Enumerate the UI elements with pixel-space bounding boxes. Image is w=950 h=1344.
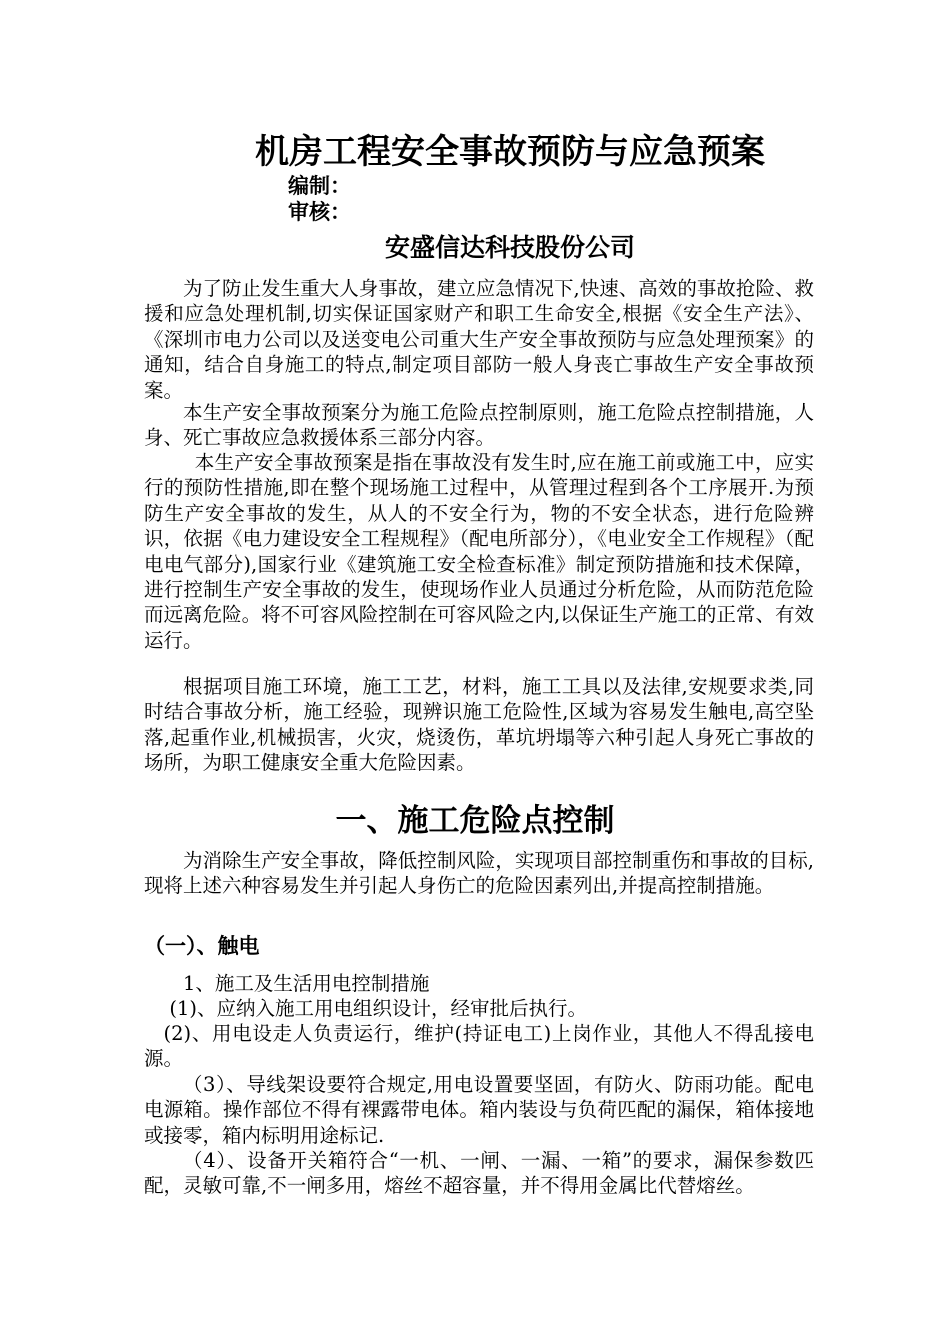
intro-paragraph-4: 根据项目施工环境，施工工艺，材料，施工工具以及法律,安规要求类,同时结合事故分析，施工经验，现辨识施工危险性,区域为容易发生触电,高空坠落,起重作业,机械损害，火灾，烧烫伤，革坑坍塌等六种引起人身死亡事故的场所，为职工健康安全重大危险因素。 xyxy=(144,675,814,775)
intro-paragraph-3: 本生产安全事故预案是指在事故没有发生时,应在施工前或施工中，应实行的预防性措施,即在整个现场施工过程中，从管理过程到各个工序展开.为预防生产安全事故的发生，从人的不安全行为，物的不安全状态，进行危险辨识，依据《电力建设安全工程规程》（配电所部分），《电业安全工作规程》（配电电气部分),国家行业《建筑施工安全检查标准》制定预防措施和技术保障，进行控制生产安全事故的发生，使现场作业人员通过分析危险，从而防范危险而远离危险。将不可容风险控制在可容风险之内,以保证生产施工的正常、有效运行。 xyxy=(144,451,814,652)
editor-label: 编制： xyxy=(288,174,351,198)
list-item: （4）、设备开关箱符合“一机、一闸、一漏、一箱”的要求，漏保参数匹配，灵敏可靠,不一闸多用，熔丝不超容量，并不得用金属比代替熔丝。 xyxy=(144,1149,814,1198)
intro-paragraph-1: 为了防止发生重大人身事故，建立应急情况下,快速、高效的事故抢险、救援和应急处理机制,切实保证国家财产和职工生命安全,根据《安全生产法》、《深圳市电力公司以及送变电公司重大生产安全事故预防与应急处理预案》的通知，结合自身施工的特点,制定项目部防一般人身丧亡事故生产安全事故预案。 xyxy=(144,277,814,402)
list-item: (1)、应纳入施工用电组织设计，经审批后执行。 xyxy=(169,997,587,1020)
company-name: 安盛信达科技股份公司 xyxy=(384,233,635,262)
reviewer-label: 审核： xyxy=(288,200,351,224)
document-title: 机房工程安全事故预防与应急预案 xyxy=(255,132,765,172)
list-item: 1、施工及生活用电控制措施 xyxy=(183,972,430,995)
list-item: (2)、用电设走人负责运行，维护(持证电工)上岗作业，其他人不得乱接电源。 xyxy=(144,1022,814,1071)
intro-paragraph-2: 本生产安全事故预案分为施工危险点控制原则，施工危险点控制措施，人身、死亡事故应急救援体系三部分内容。 xyxy=(144,401,814,450)
subsection-heading: （一）、触电 xyxy=(144,934,260,958)
section-heading: 一、施工危险点控制 xyxy=(335,803,615,839)
section-paragraph: 为消除生产安全事故，降低控制风险，实现项目部控制重伤和事故的目标,现将上述六种容易发生并引起人身伤亡的危险因素列出,并提高控制措施。 xyxy=(144,849,814,898)
list-item: （3）、导线架设要符合规定,用电设置要坚固，有防火、防雨功能。配电电源箱。操作部位不得有裸露带电体。箱内装设与负荷匹配的漏保，箱体接地或接零，箱内标明用途标记. xyxy=(144,1073,814,1147)
